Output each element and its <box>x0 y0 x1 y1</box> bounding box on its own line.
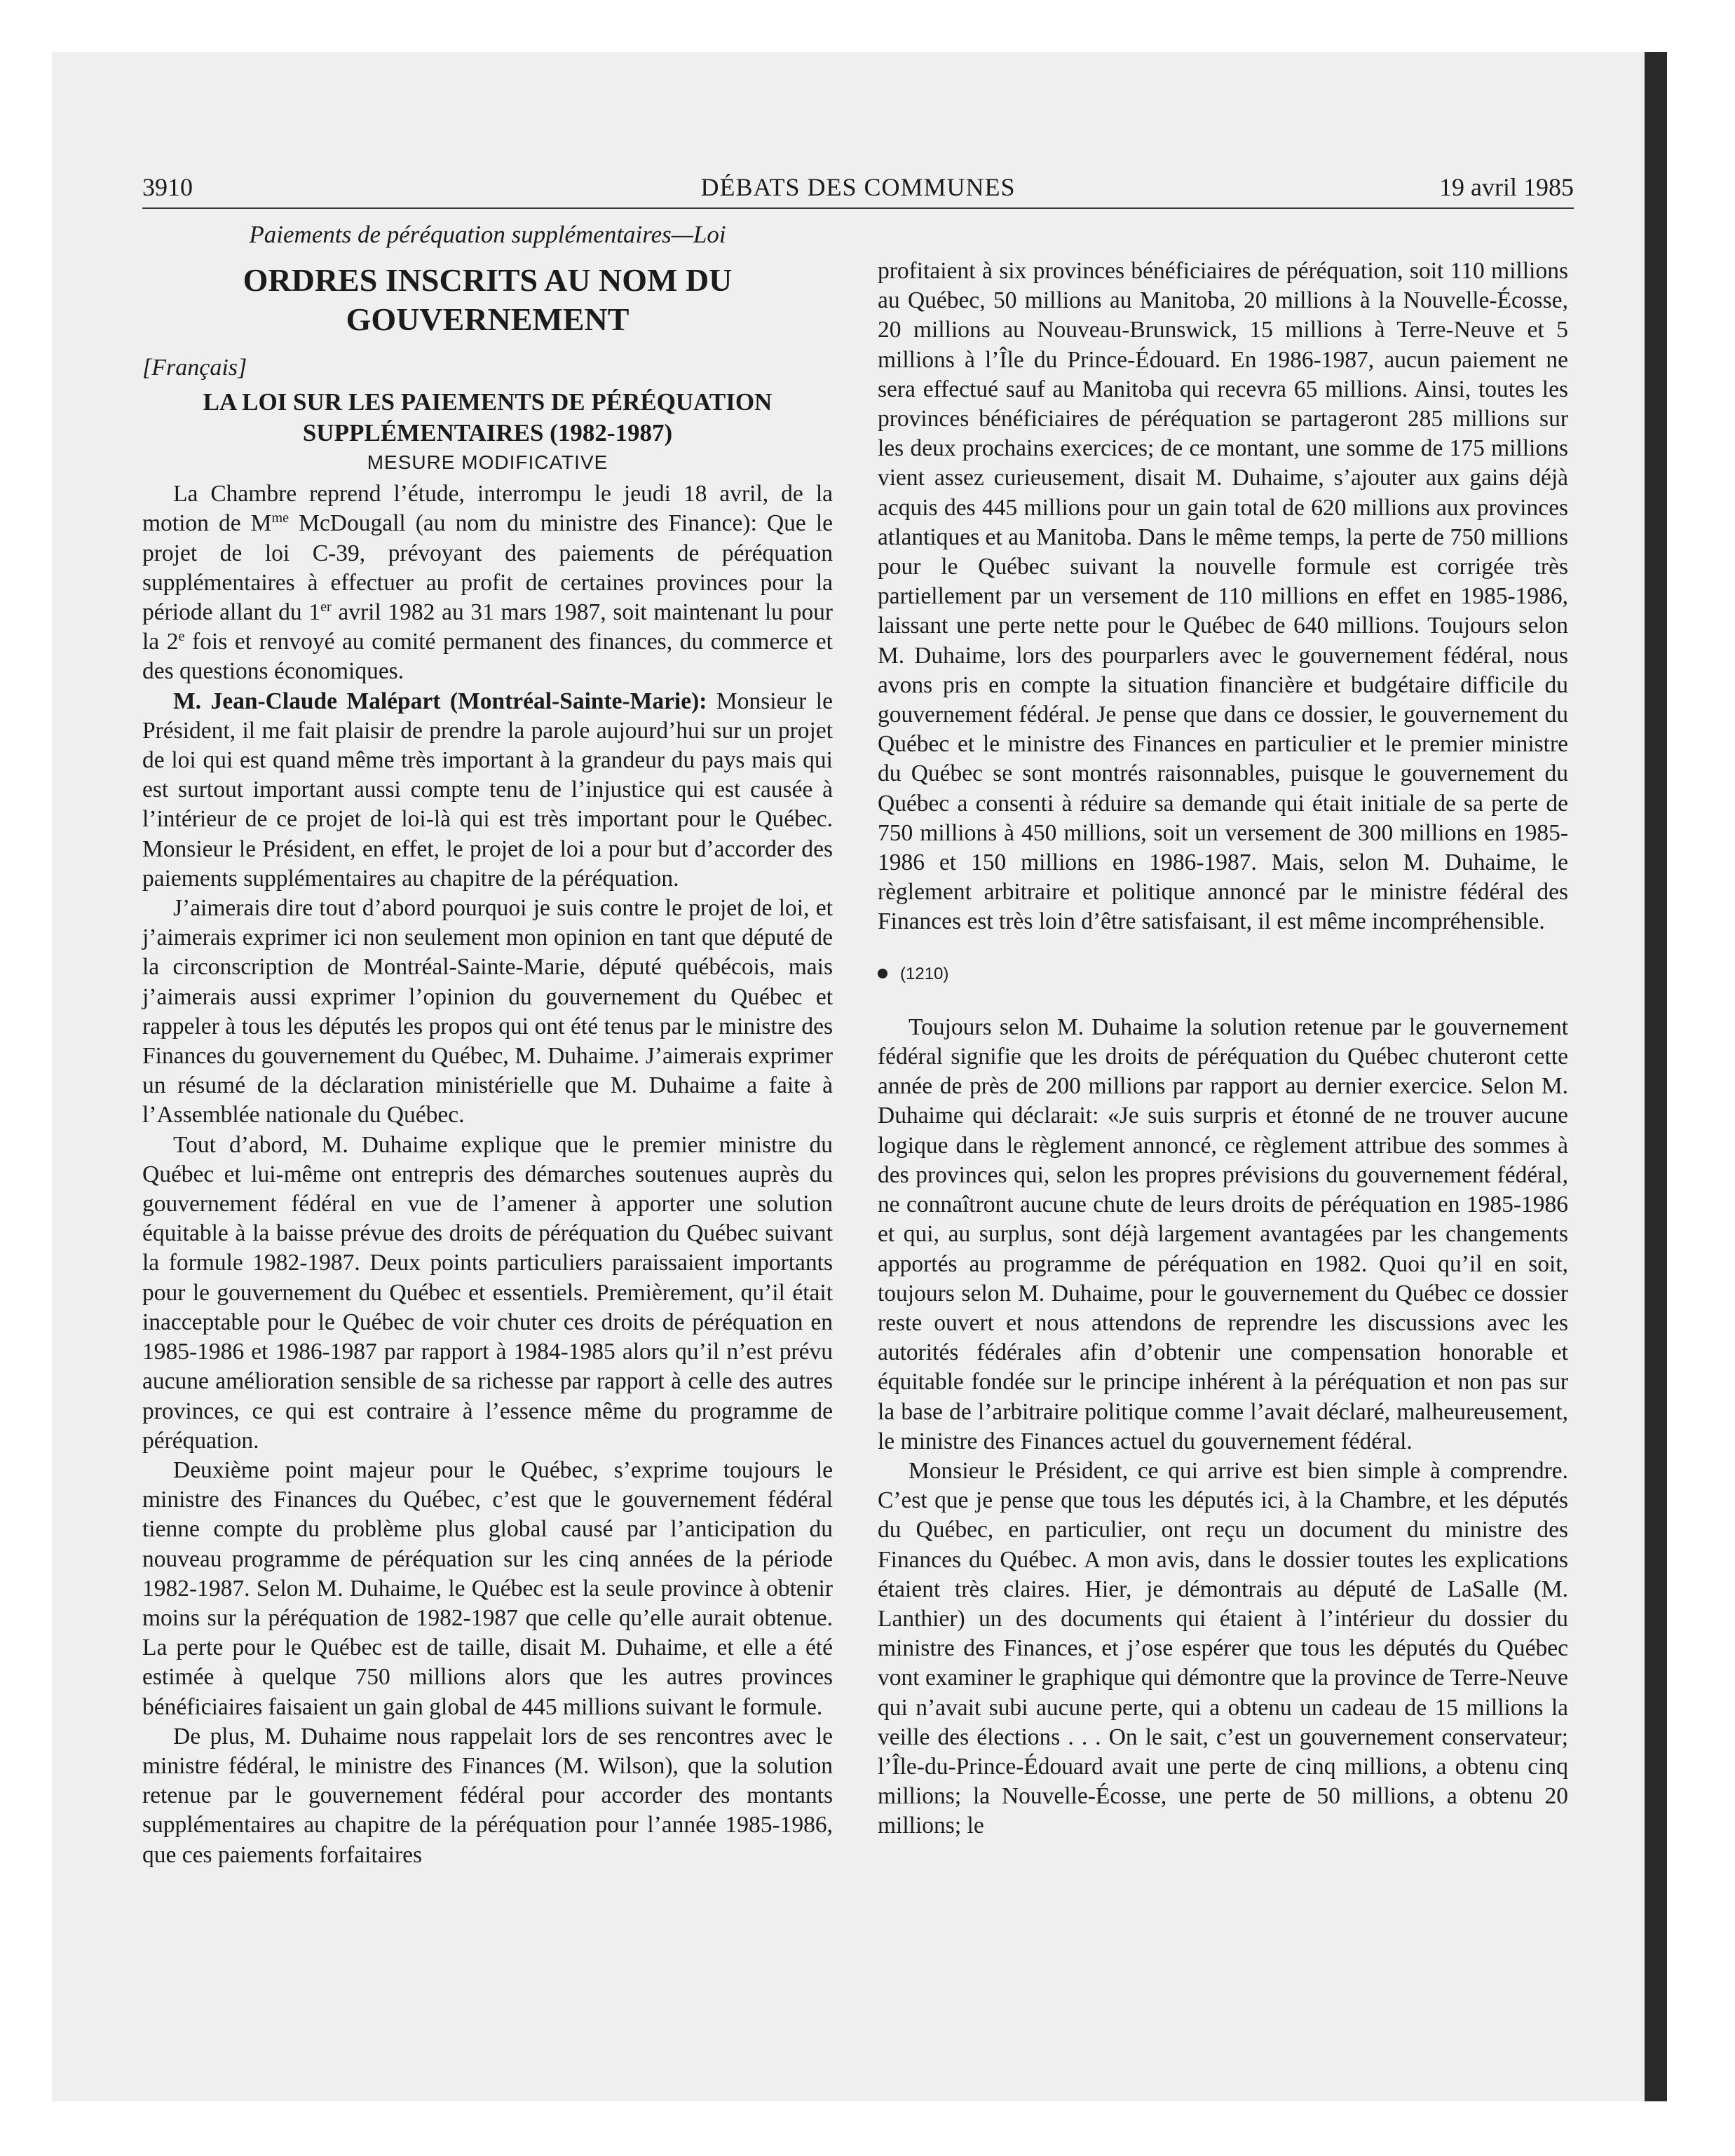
speaker-name: M. Jean-Claude Malépart (Montréal-Sainte-Marie): <box>173 688 707 714</box>
scan-edge-bar <box>1645 52 1667 2101</box>
speech-text: Monsieur le Président, il me fait plaisir de prendre la parole aujourd’hui sur un projet de loi qui est quand même très important à la grandeur du pays mais qui est surtout important aussi compte tenu de l’injustice qui est causée à l’intérieur de ce projet de loi-là qui est très important pour le Québec. Monsieur le Président, en effet, le projet de loi a pour but d’accorder des paiements supplémentaires au chapitre de la péréquation. <box>142 688 833 892</box>
bill-title-line-2: SUPPLÉMENTAIRES (1982-1987) <box>302 419 673 447</box>
publication-title: DÉBATS DES COMMUNES <box>700 173 1016 201</box>
bill-title-line-1: LA LOI SUR LES PAIEMENTS DE PÉRÉQUATION <box>203 388 773 416</box>
superscript-e: e <box>178 629 185 645</box>
language-tag: [Français] <box>142 355 247 381</box>
subject-heading: Paiements de péréquation supplémentaires—Loi <box>249 221 726 248</box>
body-paragraph: J’aimerais dire tout d’abord pourquoi je suis contre le projet de loi, et j’aimerais exprimer ici non seulement mon opinion en tant que député de la circonscription de Montréal-Sainte-Marie, député québécois, mais j’aimerais aussi exprimer l’opinion du gouvernement du Québec et rappeler à tous les députés les propos qui ont été tenus par le ministre des Finances du gouvernement du Québec, M. Duhaime. J’aimerais exprimer un résumé de la déclaration ministérielle que M. Duhaime a faite à l’Assemblée nationale du Québec. <box>142 895 833 1128</box>
body-paragraph: Tout d’abord, M. Duhaime explique que le premier ministre du Québec et lui-même ont entrepris des démarches soutenues auprès du gouvernement fédéral en vue de l’amener à apporter une solution équitable à la baisse prévue des droits de péréquation du Québec suivant la formule 1982-1987. Deux points particuliers paraissaient importants pour le gouvernement du Québec et essentiels. Premièrement, qu’il était inacceptable pour le Québec de voir chuter ces droits de péréquation en 1985-1986 et 1986-1987 par rapport à 1984-1985 alors qu’il n’est prévu aucune amélioration sensible de sa richesse par rapport à celle des autres provinces, ce qui est contraire à l’essence même du programme de péréquation. <box>142 1131 833 1454</box>
timestamp <box>878 960 1568 989</box>
motion-text-d: fois et renvoyé au comité permanent des finances, du commerce et des questions économiques. <box>142 629 833 685</box>
body-paragraph: Deuxième point majeur pour le Québec, s’exprime toujours le ministre des Finances du Québec, c’est que le gouvernement fédéral tienne compte du problème plus global causé par l’anticipation du nouveau programme de péréquation sur les cinq années de la période 1982-1987. Selon M. Duhaime, le Québec est la seule province à obtenir moins sur la péréquation de 1982-1987 que celle qu’elle aurait obtenue. La perte pour le Québec est de taille, disait M. Duhaime, et elle a été estimée à quelque 750 millions alors que les autres provinces bénéficiaires faisaient un gain global de 445 millions suivant le formule. <box>142 1456 833 1720</box>
timestamp-text: (1210) <box>900 964 949 983</box>
speech-paragraph <box>142 687 833 894</box>
superscript-me: me <box>271 510 290 526</box>
bill-title <box>142 387 833 449</box>
body-paragraph: Monsieur le Président, ce qui arrive est bien simple à comprendre. C’est que je pense que tous les députés ici, à la Chambre, et les députés du Québec, en particulier, ont reçu un document du ministre des Finances du Québec. A mon avis, dans le dossier toutes les explications étaient très claires. Hier, je démontrais au député de LaSalle (M. Lanthier) un des documents qui étaient à l’intérieur du dossier du ministre des Finances, et j’ose espérer que tous les députés du Québec vont examiner le graphique qui démontre que la province de Terre-Neuve qui n’avait subi aucune perte, qui a obtenu un cadeau de 15 millions la veille des élections . . . On le sait, c’est un gouvernement conservateur; l’Île-du-Prince-Édouard avait une perte de cinq millions, a obtenu cinq millions; la Nouvelle-Écosse, une perte de 50 millions, a obtenu 20 millions; le <box>878 1457 1568 1839</box>
section-title-line-1: ORDRES INSCRITS AU NOM DU <box>243 262 733 298</box>
running-header <box>142 167 1574 209</box>
measure-subtitle: MESURE MODIFICATIVE <box>367 451 608 474</box>
body-paragraph: profitaient à six provinces bénéficiaires de péréquation, soit 110 millions au Québec, 50 millions au Manitoba, 20 millions à la Nouvelle-Écosse, 20 millions au Nouveau-Brunswick, 15 millions à Terre-Neuve et 5 millions à l’Île du Prince-Édouard. En 1986-1987, aucun paiement ne sera effectué sauf au Manitoba qui recevra 65 millions. Ainsi, toutes les provinces bénéficiaires de péréquation se partageront 285 millions sur les deux prochains exercices; de ce montant, une somme de 175 millions vient assez curieusement, disait M. Duhaime, s’ajouter aux gains déjà acquis des 445 millions pour un gain total de 620 millions aux provinces atlantiques et au Manitoba. Dans le même temps, la perte de 750 millions pour le Québec suivant la nouvelle formule est corrigée très partiellement par un versement de 110 millions en effet en 1985-1986, laissant une perte nette pour le Québec de 640 millions. Toujours selon M. Duhaime, lors des pourparlers avec le gouvernement fédéral, nous avons pris en compte la situation financière et budgétaire difficile du gouvernement fédéral. Je pense que dans ce dossier, le gouvernement du Québec et le ministre des Finances en particulier et le premier ministre du Québec se sont montrés raisonnables, puisque le gouvernement du Québec a consenti à réduire sa demande qui était initiale de sa perte de 750 millions à 450 millions, soit un versement de 300 millions en 1985-1986 et 150 millions en 1986-1987. Mais, selon M. Duhaime, le règlement arbitraire et politique annoncé par le ministre fédéral des Finances est très loin d’être satisfaisant, il est même incompréhensible. <box>878 258 1568 935</box>
motion-text-a: La Chambre reprend l’étude, interrompu le jeudi 18 avril, de la motion de M <box>142 481 833 537</box>
page-date: 19 avril 1985 <box>1439 173 1574 201</box>
body-paragraph: De plus, M. Duhaime nous rappelait lors de ses rencontres avec le ministre fédéral, le ministre des Finances (M. Wilson), que la solution retenue par le gouvernement fédéral pour accorder des montants supplémentaires au chapitre de la péréquation pour l’année 1985-1986, que ces paiements forfaitaires <box>142 1723 833 1868</box>
page-number: 3910 <box>142 173 193 201</box>
left-column <box>142 219 833 1870</box>
section-title-line-2: GOUVERNEMENT <box>346 301 630 337</box>
motion-text-b: McDougall (au nom du ministre des Finance): Que le projet de loi C-39, prévoyant des paiements de péréquation supplémentaires à effectuer au profit de certaines provinces pour la période allant du 1 <box>142 510 834 626</box>
right-column <box>878 257 1568 1841</box>
section-title <box>142 261 833 339</box>
body-paragraph: Toujours selon M. Duhaime la solution retenue par le gouvernement fédéral signifie que les droits de péréquation du Québec chuteront cette année de près de 200 millions par rapport au dernier exercice. Selon M. Duhaime qui déclarait: «Je suis surpris et étonné de ne trouver aucune logique dans le règlement annoncé, ce règlement attribue des sommes à des provinces qui, selon les propres prévisions du gouvernement fédéral, ne connaîtront aucune chute de leurs droits de péréquation en 1985-1986 et qui, au surplus, sont déjà largement avantagées par les changements apportés au programme de péréquation en 1982. Quoi qu’il en soit, toujours selon M. Duhaime, pour le gouvernement du Québec ce dossier reste ouvert et nous attendons de reprendre les discussions avec les autorités fédérales afin d’obtenir une compensation honorable et équitable fondée sur le principe inhérent à la péréquation et non pas sur la base de l’arbitraire politique comme l’avait déclaré, malheureusement, le ministre des Finances actuel du gouvernement fédéral. <box>878 1014 1568 1454</box>
motion-paragraph <box>142 479 833 686</box>
superscript-er: er <box>320 599 332 615</box>
motion-text-c: avril 1982 au 31 mars 1987, soit maintenant lu pour la 2 <box>142 599 833 655</box>
bullet-icon <box>878 969 887 978</box>
